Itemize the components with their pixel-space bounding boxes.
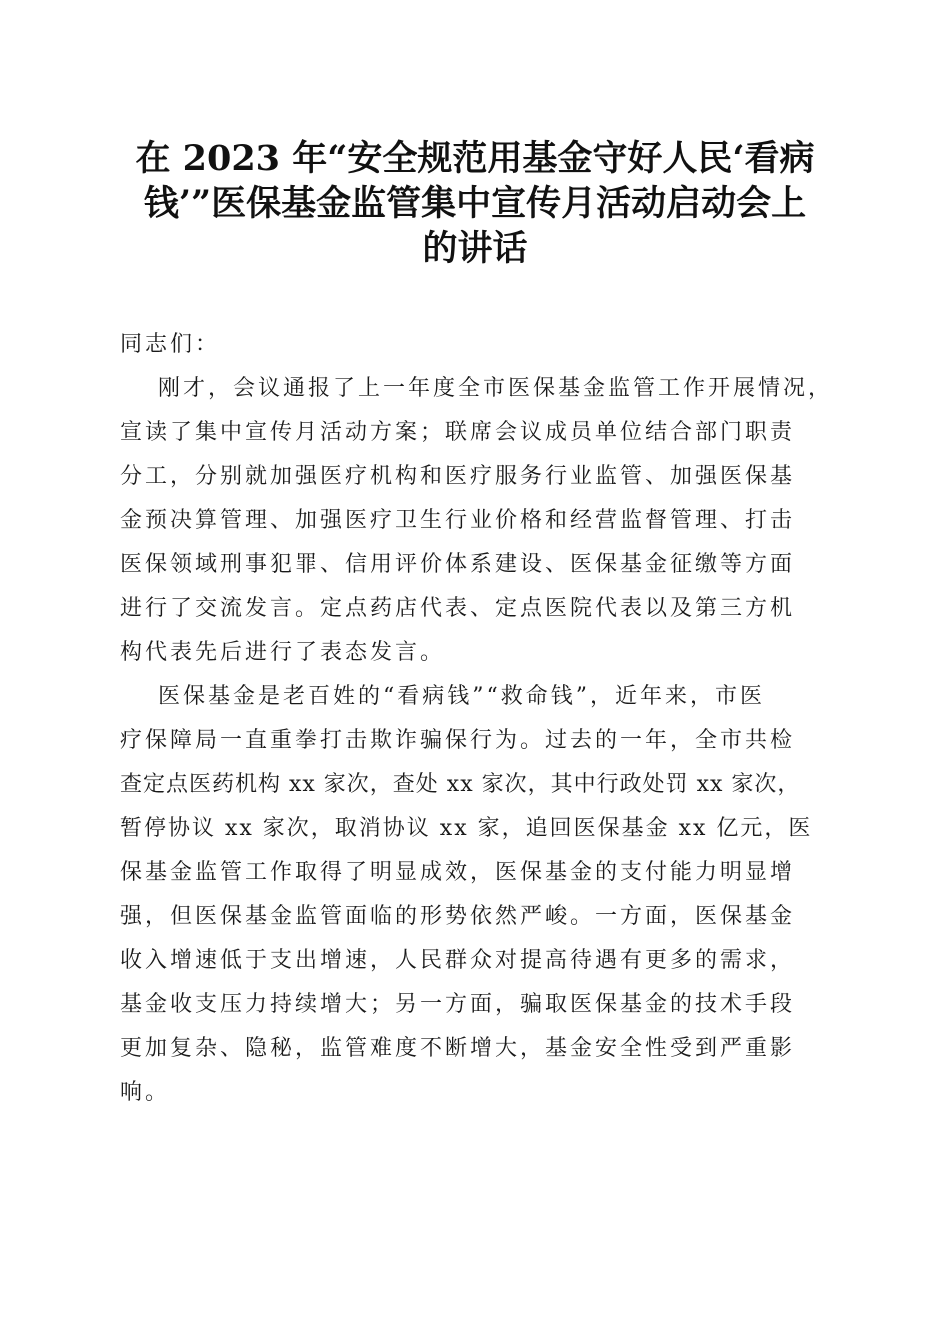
- page-title: [110, 136, 840, 271]
- speech-body: [120, 323, 840, 1115]
- paragraph-line: 分工，分别就加强医疗机构和医疗服务行业监管、加强医保基: [120, 464, 796, 489]
- greeting: 同志们：: [120, 332, 221, 357]
- paragraph-line: 查定点医药机构 xx 家次，查处 xx 家次，其中行政处罚 xx 家次，: [120, 772, 801, 797]
- paragraph-line: 强，但医保基金监管面临的形势依然严峻。一方面，医保基金: [120, 904, 796, 929]
- title-line-3: 的讲话: [422, 228, 528, 269]
- paragraph-2: [120, 675, 840, 719]
- paragraph-line: 响。: [120, 1080, 171, 1105]
- paragraph-line: 金预决算管理、加强医疗卫生行业价格和经营监督管理、打击: [120, 508, 796, 533]
- paragraph-line: 医保领域刑事犯罪、信用评价体系建设、医保基金征缴等方面: [120, 552, 796, 577]
- title-line-1: 在 2023 年“安全规范用基金守好人民‘看病: [135, 138, 815, 179]
- paragraph-line: 构代表先后进行了表态发言。: [120, 640, 446, 665]
- paragraph-line: 疗保障局一直重拳打击欺诈骗保行为。过去的一年，全市共检: [120, 728, 796, 753]
- paragraph-line: 基金收支压力持续增大；另一方面，骗取医保基金的技术手段: [120, 992, 796, 1017]
- title-line-2: 钱’”医保基金监管集中宣传月活动启动会上: [143, 183, 807, 224]
- paragraph-line: 收入增速低于支出增速，人民群众对提高待遇有更多的需求，: [120, 948, 796, 973]
- paragraph-line: 保基金监管工作取得了明显成效，医保基金的支付能力明显增: [120, 860, 796, 885]
- paragraph-line: 医保基金是老百姓的“看病钱”“救命钱”，近年来，市医: [158, 684, 765, 709]
- paragraph-line: 更加复杂、隐秘，监管难度不断增大，基金安全性受到严重影: [120, 1036, 796, 1061]
- paragraph-line: 宣读了集中宣传月活动方案；联席会议成员单位结合部门职责: [120, 420, 796, 445]
- paragraph-1: [120, 367, 840, 411]
- paragraph-line: 进行了交流发言。定点药店代表、定点医院代表以及第三方机: [120, 596, 796, 621]
- paragraph-line: 暂停协议 xx 家次，取消协议 xx 家，追回医保基金 xx 亿元，医: [120, 816, 813, 841]
- paragraph-line: 刚才，会议通报了上一年度全市医保基金监管工作开展情况，: [158, 376, 834, 401]
